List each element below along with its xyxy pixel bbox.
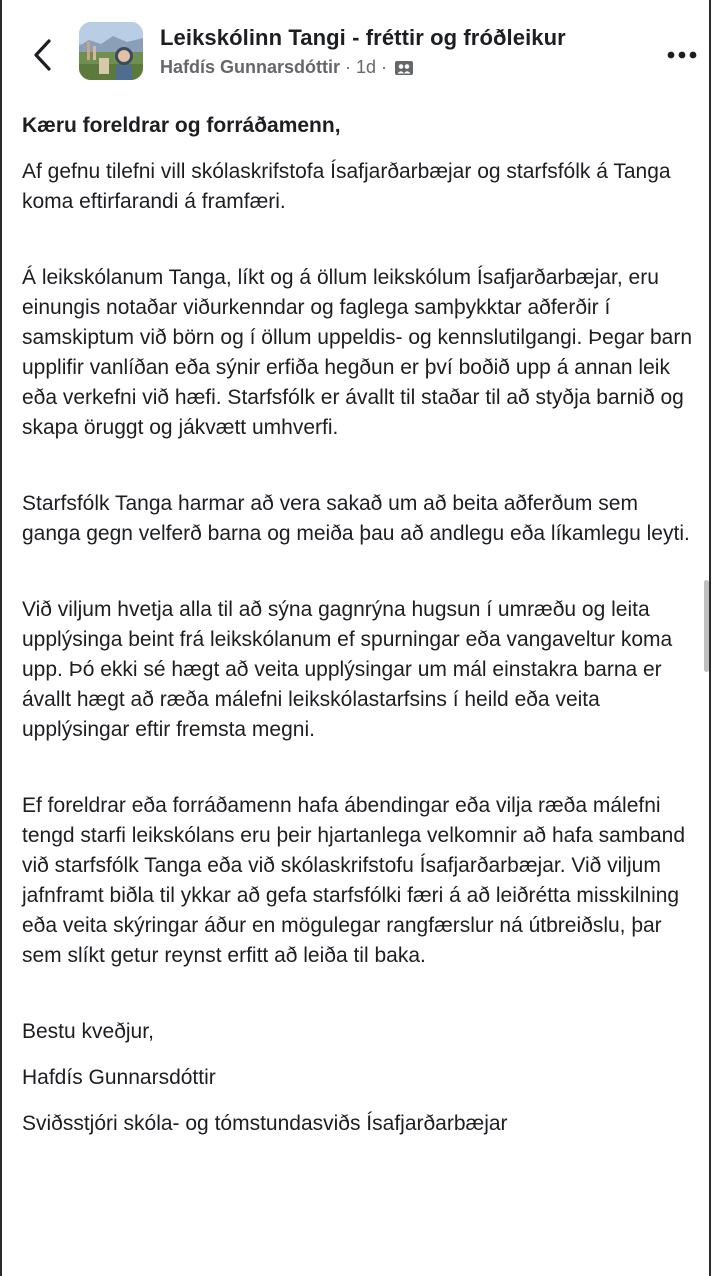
back-button[interactable] xyxy=(22,30,62,80)
post-body xyxy=(22,111,702,1139)
post-greeting: Kæru foreldrar og forráðamenn, xyxy=(22,114,341,137)
post-paragraph-2: Á leikskólanum Tanga, líkt og á öllum leikskólum Ísafjarðarbæjar, eru einungis notaðar viðurkenndar og faglega samþykktar aðferðir í samskiptum við börn og í öllum uppeldis- og kennslutilgangi. Þegar barn upplifir vanlíðan eða sýnir erfiða hegðun er því boðið upp á annan leik eða verkefni við hæfi. Starfsfólk er ávallt til staðar til að styðja barnið og skapa öruggt og jákvætt umhverfi. xyxy=(22,266,693,439)
post-meta xyxy=(160,57,414,78)
group-name[interactable]: Leikskólinn Tangi - fréttir og fróðleikur xyxy=(160,25,566,50)
author-name[interactable]: Hafdís Gunnarsdóttir xyxy=(160,57,341,77)
post-time[interactable]: 1d xyxy=(356,57,377,77)
meta-separator: · xyxy=(345,57,352,77)
post-paragraph-4: Við viljum hvetja alla til að sýna gagnrýna hugsun í umræðu og leita upplýsinga beint frá leikskólanum ef spurningar eða vangaveltur koma upp. Þó ekki sé hægt að veita upplýsingar um mál einstakra barna er ávallt hægt að ræða málefni leikskólastarfsins í heild eða veita upplýsingar eftir fremsta megni. xyxy=(22,598,673,741)
group-avatar[interactable] xyxy=(79,22,143,80)
group-icon xyxy=(394,59,414,77)
post-closing: Bestu kveðjur, xyxy=(22,1020,154,1043)
meta-separator-2: · xyxy=(381,57,388,77)
post-header xyxy=(0,0,713,100)
more-horizontal-icon xyxy=(666,50,698,60)
post-paragraph-3: Starfsfólk Tanga harmar að vera sakað um að beita aðferðum sem ganga gegn velferð barna og meiða þau að andlegu eða líkamlegu leyti. xyxy=(22,492,690,545)
signature-title: Sviðsstjóri skóla- og tómstundasviðs Ísafjarðarbæjar xyxy=(22,1112,508,1135)
post-paragraph-5: Ef foreldrar eða forráðamenn hafa ábendingar eða vilja ræða málefni tengd starfi leikskólans eru þeir hjartanlega velkomnir að hafa samband við starfsfólk Tanga eða við skólaskrifstofu Ísafjarðarbæjar. Við viljum jafnframt biðla til ykkar að gefa starfsfólki færi á að leiðrétta misskilning eða veita skýringar áður en mögulegar rangfærslur ná útbreiðslu, þar sem slíkt getur reynst erfitt að leiða til baka. xyxy=(22,794,686,967)
more-options-button[interactable] xyxy=(662,40,702,70)
scrollbar-thumb[interactable] xyxy=(704,580,709,672)
post-paragraph-1: Af gefnu tilefni vill skólaskrifstofa Ísafjarðarbæjar og starfsfólk á Tanga koma eftirfarandi á framfæri. xyxy=(22,160,671,213)
signature-name: Hafdís Gunnarsdóttir xyxy=(22,1066,216,1089)
chevron-left-icon xyxy=(31,38,53,72)
